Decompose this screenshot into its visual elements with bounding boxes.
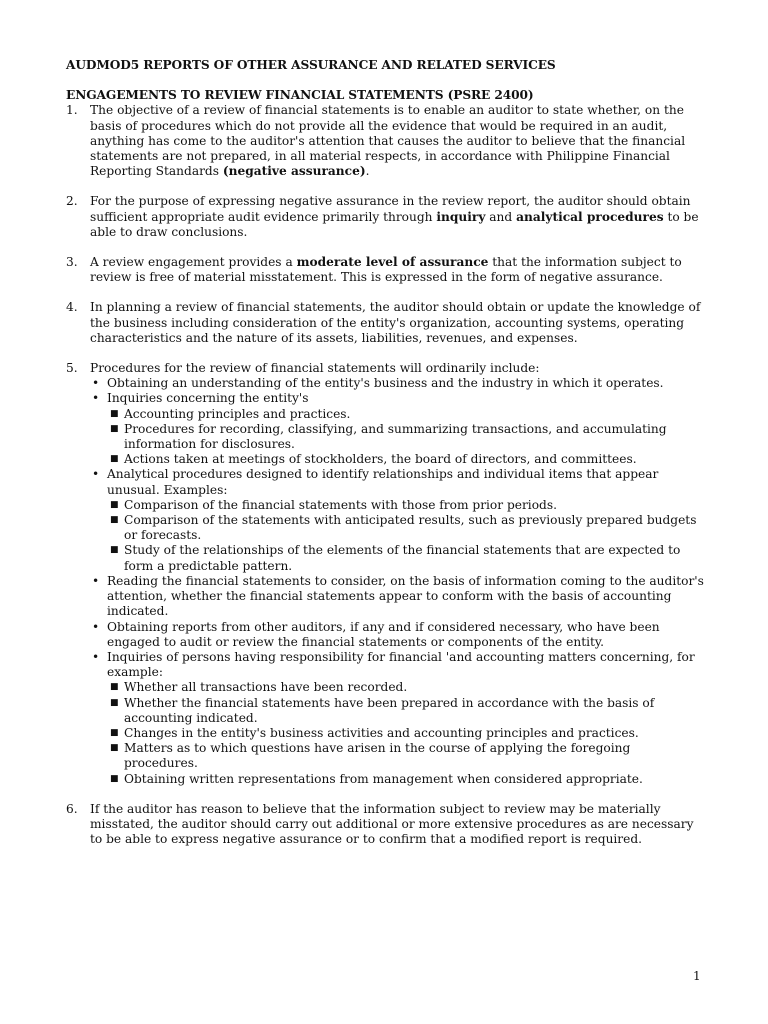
item-text: The objective of a review of financial statements is to enable an auditor to state whether, on the basis of procedures which do not provide all the evidence that would be required in an audit, anything has come to the auditor's attention that causes the auditor to believe that the financial statements are not prepared, in all material respects, in accordance with Philippine Financial Reporting Standards <box>90 103 686 179</box>
item-number: 1. <box>66 103 78 118</box>
sub-bullet-item: ■ Comparison of the financial statements with those from prior periods. <box>110 497 557 512</box>
sub-bullet-item: ■ Obtaining written representations from management when considered appropriate. <box>110 771 643 786</box>
item-text: to be able to draw conclusions. <box>90 209 699 239</box>
item-intro: Procedures for the review of financial statements will ordinarily include: <box>90 361 540 376</box>
list-item-3 <box>66 255 706 285</box>
square-bullet-icon: ■ <box>110 773 119 784</box>
sub-bullet-item: ■ Matters as to which questions have arisen in the course of applying the foregoing procedures. <box>110 741 631 771</box>
bullet-item: • Obtaining an understanding of the entity's business and the industry in which it operates. <box>92 376 664 391</box>
section-title: ENGAGEMENTS TO REVIEW FINANCIAL STATEMENTS (PSRE 2400) <box>66 88 534 103</box>
bold-term: inquiry <box>436 209 486 224</box>
sub-bullet-list <box>107 680 706 786</box>
list-item-1 <box>66 103 706 179</box>
bold-term: moderate level of assurance <box>296 255 489 270</box>
sub-bullet-item: ■ Accounting principles and practices. <box>110 406 351 421</box>
item-text: and <box>485 209 517 224</box>
bold-term: (negative assurance) <box>222 164 366 179</box>
list-item-5 <box>66 361 706 787</box>
bullet-item: • Analytical procedures designed to identify relationships and individual items that appear unusual. Examples: ■ Comparison of the financial statements with those from prior periods. ■ Comparison of the statements with anticipated results, such as previously prepared budgets or forecasts. ■ Study of the relationships of the elements of the financial statements that are expected to form a predictable pattern. <box>90 467 706 573</box>
item-text: that the information subject to review is free of material misstatement. This is expressed in the form of negative assurance. <box>90 255 682 285</box>
item-text: A review engagement provides a <box>90 255 297 270</box>
sub-bullet-item: ■ Study of the relationships of the elements of the financial statements that are expected to form a predictable pattern. <box>110 543 681 573</box>
bullet-icon: • <box>92 573 100 588</box>
sub-bullet-list <box>107 498 706 574</box>
list-item-4 <box>66 300 706 346</box>
sub-bullet-item: ■ Procedures for recording, classifying, and summarizing transactions, and accumulating information for disclosures. <box>110 421 667 452</box>
bullet-icon: • <box>92 649 100 664</box>
sub-bullet-item: ■ Actions taken at meetings of stockholders, the board of directors, and committees. <box>110 452 637 467</box>
bullet-icon: • <box>92 376 100 391</box>
sub-bullet-item: ■ Comparison of the statements with anticipated results, such as previously prepared budgets or forecasts. <box>110 513 697 543</box>
document-page <box>66 58 706 862</box>
sub-bullet-item: ■ Changes in the entity's business activities and accounting principles and practices. <box>110 725 639 740</box>
page-number: 1 <box>693 969 701 983</box>
item-number: 5. <box>66 361 78 376</box>
square-bullet-icon: ■ <box>110 515 119 526</box>
bullet-item: • Inquiries of persons having responsibility for financial 'and accounting matters concerning, for example: ■ Whether all transactions have been recorded. ■ Whether the financial statements have been prepared in accordance with the basis of accounting indicated. ■ Changes in the entity's business activities and accounting principles and practices. ■ Matters as to which questions have arisen in the course of applying the foregoing procedures. ■ Obtaining written representations from management when considered appropriate. <box>90 650 706 787</box>
item-text: . <box>365 164 370 179</box>
bullet-icon: • <box>92 391 100 406</box>
square-bullet-icon: ■ <box>110 743 119 754</box>
square-bullet-icon: ■ <box>110 697 119 708</box>
item-number: 6. <box>66 801 78 816</box>
square-bullet-icon: ■ <box>110 454 119 465</box>
sub-bullet-item: ■ Whether all transactions have been recorded. <box>110 680 408 695</box>
square-bullet-icon: ■ <box>110 499 119 510</box>
square-bullet-icon: ■ <box>110 682 119 693</box>
bullet-icon: • <box>92 467 100 482</box>
sub-bullet-item: ■ Whether the financial statements have been prepared in accordance with the basis of accounting indicated. <box>110 695 655 725</box>
bullet-item: • Inquiries concerning the entity's ■ Accounting principles and practices. ■ Procedures for recording, classifying, and summarizing transactions, and accumulating information for disclosures. ■ Actions taken at meetings of stockholders, the board of directors, and committees. <box>90 391 706 467</box>
square-bullet-icon: ■ <box>110 727 119 738</box>
list-item-2 <box>66 194 706 240</box>
list-item-6 <box>66 802 706 848</box>
item-number: 2. <box>66 194 78 209</box>
square-bullet-icon: ■ <box>110 545 119 556</box>
item-text: If the auditor has reason to believe that the information subject to review may be materially misstated, the auditor should carry out additional or more extensive procedures as are necessary to be able to express negative assurance or to confirm that a modified report is required. <box>90 801 694 847</box>
bold-term: analytical procedures <box>516 209 664 224</box>
sub-bullet-list <box>107 407 706 468</box>
bullet-item: • Reading the financial statements to consider, on the basis of information coming to the auditor's attention, whether the financial statements appear to conform with the basis of accounting indicated. <box>92 573 704 619</box>
procedures-bullet-list <box>90 376 706 786</box>
item-number: 4. <box>66 300 78 315</box>
square-bullet-icon: ■ <box>110 423 119 434</box>
square-bullet-icon: ■ <box>110 408 119 419</box>
bullet-item: • Obtaining reports from other auditors, if any and if considered necessary, who have been engaged to audit or review the financial statements or components of the entity. <box>92 619 660 649</box>
item-number: 3. <box>66 255 78 270</box>
item-text: In planning a review of financial statements, the auditor should obtain or update the knowledge of the business including consideration of the entity's organization, accounting systems, operating characteristics and the nature of its assets, liabilities, revenues, and expenses. <box>90 300 701 345</box>
item-text: For the purpose of expressing negative assurance in the review report, the auditor should obtain sufficient appropriate audit evidence primarily through <box>90 194 691 224</box>
bullet-icon: • <box>92 619 100 634</box>
document-title: AUDMOD5 REPORTS OF OTHER ASSURANCE AND RELATED SERVICES <box>66 58 556 72</box>
numbered-list <box>66 103 706 847</box>
